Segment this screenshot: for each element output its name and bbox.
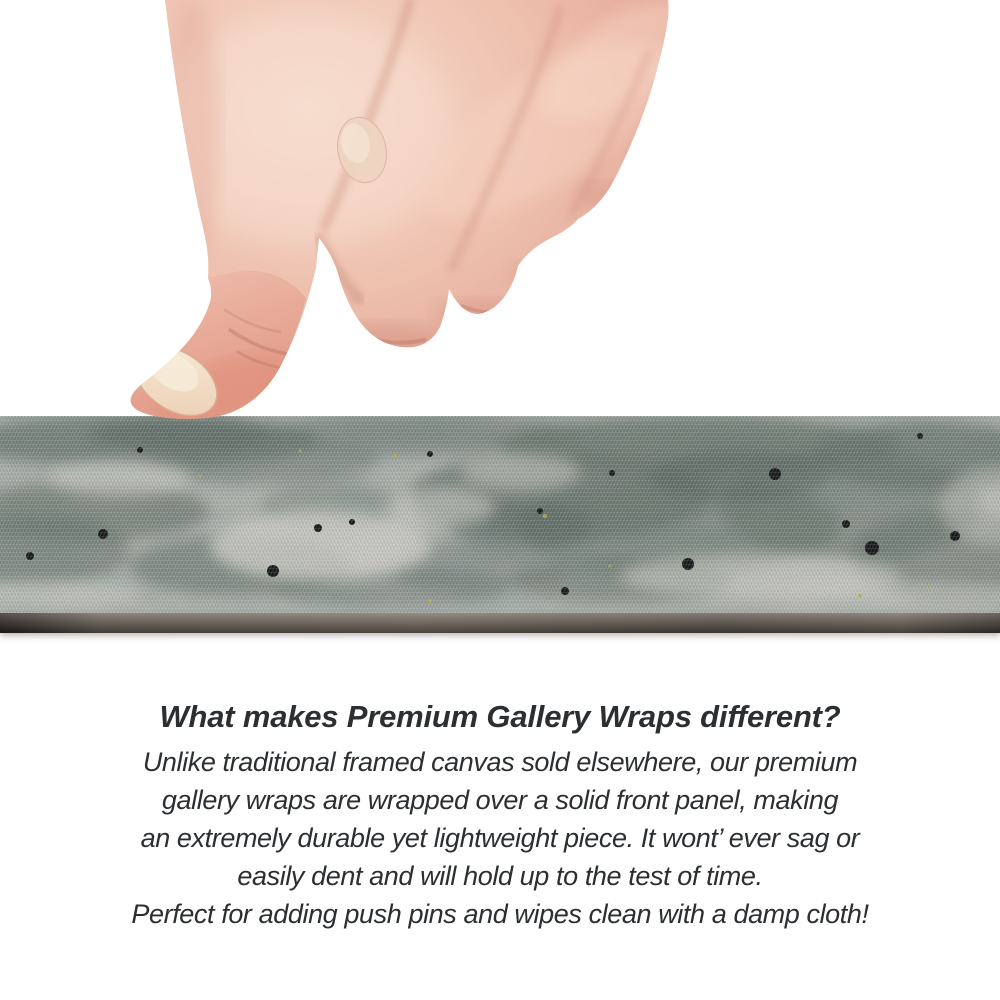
body-line: gallery wraps are wrapped over a solid front panel, making: [161, 785, 839, 815]
body-line: Perfect for adding push pins and wipes clean with a damp cloth!: [131, 899, 869, 929]
headline: What makes Premium Gallery Wraps different?: [159, 699, 841, 734]
canvas-bottom-edge: [0, 613, 1000, 633]
copy-block: [0, 697, 1000, 933]
hand-pressing-thumb-illustration: [0, 0, 1000, 420]
canvas-strip: [0, 416, 1000, 633]
body-line: an extremely durable yet lightweight piece. It wont’ ever sag or: [140, 823, 860, 853]
body-line: easily dent and will hold up to the test of time.: [237, 861, 763, 891]
body-line: Unlike traditional framed canvas sold elsewhere, our premium: [142, 747, 858, 777]
canvas-texture: [0, 416, 1000, 613]
